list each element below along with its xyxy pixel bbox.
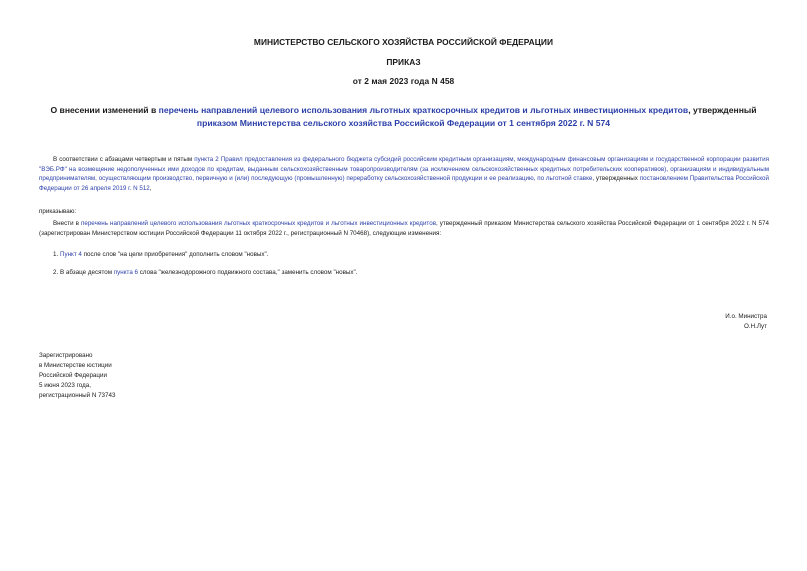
document-title (40, 104, 767, 130)
intro-text-2: , утвержденный приказом Министерства сельского хозяйства Российской Федерации от 1 сентября 2022 г. N 574 (436, 220, 769, 227)
signature-block (725, 312, 767, 332)
preamble-link-rules[interactable]: пункта 2 Правил предоставления из федерального бюджета субсидий российским кредитным организациям, международным финансовым организациям и государственной корпорации развития "ВЭБ.РФ" на возмещение недополученных ими доходов по кредитам, выданным сельскохозяйственным товаропроизводителям (за исключением сельскохозяйственных кредитных потребительских кооперативов), организациям и индивидуальным предпринимателям, осуществляющим производство, первичную и (или) последующую (промышленную) переработку сельскохозяйственной продукции и ее реализацию, по льготной ставке (39, 156, 769, 183)
list-item: 1. Пункт 4 после слов "на цели приобретения" дополнить словом "новых". (53, 251, 269, 258)
registration-line: Российской Федерации (39, 372, 107, 379)
title-link-list[interactable]: перечень направлений целевого использования льготных краткосрочных кредитов и льготных инвестиционных кредитов (158, 105, 689, 115)
intro-text: Внести в (53, 220, 81, 227)
document-date: от 2 мая 2023 года N 458 (352, 76, 455, 86)
title-middle: , утвержденный (688, 105, 757, 115)
list-item: 2. В абзаце десятом пункта 6 слова "железнодорожного подвижного состава," заменить словом "новых". (53, 269, 358, 276)
ministry-heading: МИНИСТЕРСТВО СЕЛЬСКОГО ХОЗЯЙСТВА РОССИЙСКОЙ ФЕДЕРАЦИИ (253, 37, 554, 47)
signer-name: О.Н.Лут (743, 323, 767, 330)
registration-line: в Министерстве юстиции (39, 362, 112, 369)
registration-line: Зарегистрировано (39, 352, 93, 359)
intro-link-list[interactable]: перечень направлений целевого использования льготных краткосрочных кредитов и льготных инвестиционных кредитов (80, 220, 437, 227)
registration-note (39, 351, 115, 401)
document-type: ПРИКАЗ (386, 57, 421, 67)
intro-text-3: (зарегистрирован Министерством юстиции Российской Федерации 11 октября 2022 г., регистрационный N 70468), следующие изменения: (39, 229, 442, 237)
item-link-point-4[interactable]: Пункт 4 (59, 251, 82, 258)
registration-line: регистрационный N 73743 (39, 392, 116, 399)
preamble-text-3: , (149, 185, 152, 193)
signer-position: И.о. Министра (725, 313, 767, 320)
title-prefix: О внесении изменений в (50, 105, 159, 115)
intro-paragraph (39, 219, 769, 238)
preamble-text-2: , утвержденных (592, 175, 640, 183)
preamble-paragraph (39, 155, 769, 194)
registration-line: 5 июня 2023 года, (39, 382, 91, 389)
order-word: приказываю: (39, 208, 77, 215)
preamble-link-resolution[interactable]: постановлением Правительства Российской Федерации от 26 апреля 2019 г. N 512 (39, 175, 769, 193)
item-link-point-6[interactable]: пункта 6 (113, 269, 139, 276)
title-link-order[interactable]: приказом Министерства сельского хозяйства Российской Федерации от 1 сентября 2022 г. N 574 (196, 118, 611, 128)
preamble-text: В соответствии с абзацами четвертым и пятым (53, 156, 195, 163)
